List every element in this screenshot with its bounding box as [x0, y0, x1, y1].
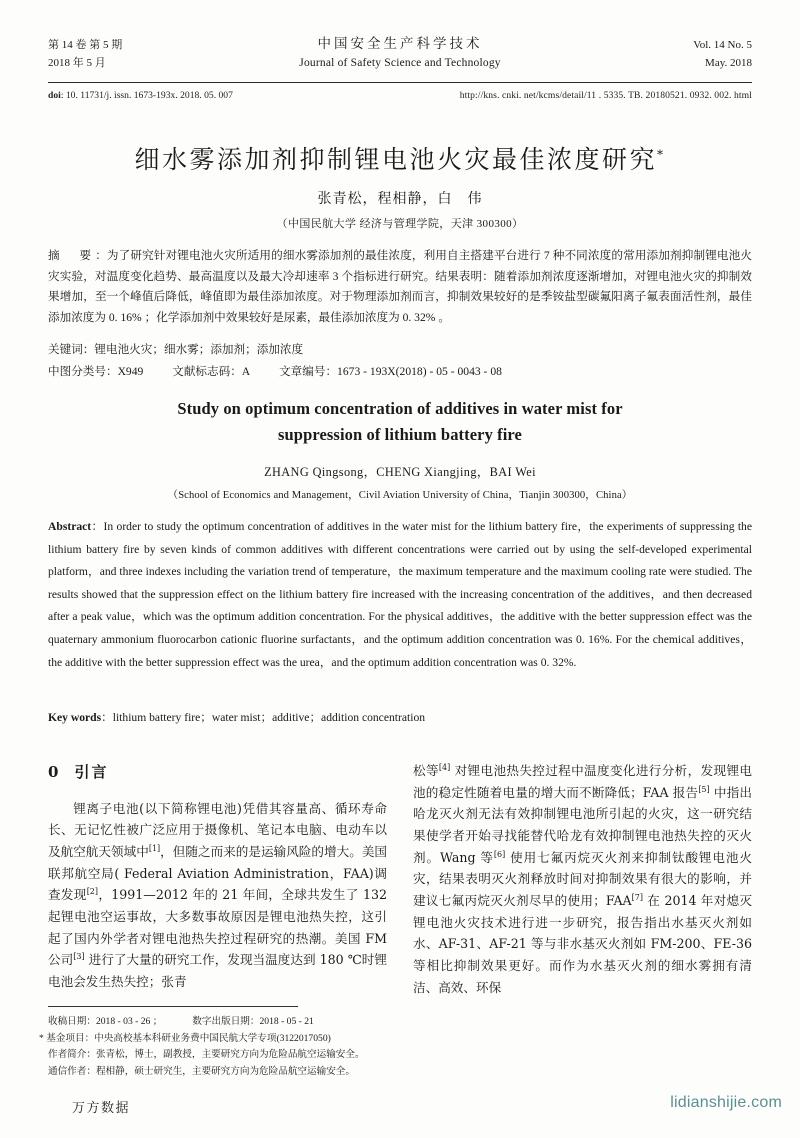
volume-issue-en: Vol. 14 No. 5 — [693, 39, 752, 51]
footnote-corresponding-author: 通信作者：程相静，硕士研究生，主要研究方向为危险品航空运输安全。 — [48, 1065, 355, 1077]
doi-value: : 10. 11731/j. issn. 1673-193x. 2018. 05. 007 — [60, 90, 233, 101]
page-title-cn — [0, 140, 800, 176]
cnki-url[interactable]: http://kns. cnki. net/kcms/detail/11 . 5335. TB. 20180521. 0932. 002. html — [459, 90, 752, 101]
header-divider — [48, 82, 752, 83]
page-title-en — [90, 396, 710, 447]
site-watermark: lidianshijie.com — [670, 1094, 782, 1111]
paragraph-left: 锂离子电池(以下简称锂电池)凭借其容量高、循环寿命长、无记忆性被广泛应用于摄像机、笔记本电脑、电动车以及航空航天领域中[1]，但随之而来的是运输风险的增大。美国联邦航空局( Federal Aviation Administration，FAA)调查发现[2]，1991—2012 年的 21 年间，全球共发生了 132 起锂电池空运事故，大多数事故原因是锂电池热失控，这引起了国内外学者对锂电池热失控过程研究的热潮。美国 FM 公司[3] 进行了大量的研究工作，发现当温度达到 180 ℃时锂电池会发生热失控；张青 — [48, 800, 388, 990]
authors-cn: 张青松，程相静，白 伟 — [317, 192, 483, 207]
identifier-line — [48, 90, 752, 101]
document-code: 文献标志码：A — [172, 365, 251, 378]
footnote-block — [39, 1014, 468, 1080]
article-number: 文章编号：1673 - 193X(2018) - 05 - 0043 - 08 — [279, 365, 502, 378]
affiliation-cn: （中国民航大学 经济与管理学院，天津 300300） — [276, 218, 524, 230]
abstract-en-text: ：In order to study the optimum concentration of additives in the water mist for the lithium battery fire，the experiments of suppressing the lithium battery fire by seven kinds of common additives with different concentrations were carried out by using the self-developed experimental platform，and three indexes including the variation trend of temperature，the maximum temperature and the maximum cooling rate were studied. The results showed that the suppression effect on the lithium battery fire increased with the increasing concentration of the additives，and then decreased after a peak value，which was the optimum addition concentration. For the physical additives，the additive with the better suppression effect was the quaternary ammonium fluorocarbon cationic fluorine surfactants，and the optimum addition concentration was 0. 16%. For the chemical additives，the additive with the better suppression effect was the urea，and the optimum addition concentration was 0. 32%. — [48, 520, 752, 669]
keywords-en-label: Key words — [48, 711, 102, 724]
published-date-value: ：2018 - 05 - 21 — [249, 1016, 314, 1027]
keywords-cn — [48, 340, 752, 361]
doi-text — [48, 90, 233, 101]
body-column-right — [413, 760, 752, 1000]
issue-date-cn: 2018 年 5 月 — [48, 56, 106, 69]
footnote-author-bio: 作者简介：张青松，博士，副教授，主要研究方向为危险品航空运输安全。 — [48, 1049, 365, 1060]
affiliation-en: （School of Economics and Management，Civil Aviation University of China，Tianjin 300300，China） — [167, 490, 633, 501]
title-en-line2: suppression of lithium battery fire — [278, 424, 522, 444]
received-date-label: 收稿日期 — [48, 1016, 87, 1027]
authors-en: ZHANG Qingsong，CHENG Xiangjing，BAI Wei — [264, 465, 536, 479]
journal-title-cn: 中国安全生产科学技术 — [317, 36, 483, 51]
footnote-divider — [48, 1006, 298, 1007]
fund-marker: * — [39, 1032, 44, 1044]
doi-label: doi — [48, 90, 61, 101]
keywords-cn-label: 关键词 — [48, 343, 83, 356]
abstract-cn — [48, 246, 752, 329]
abstract-en — [48, 516, 752, 674]
title-cn-text: 细水雾添加剂抑制锂电池火灾最佳浓度研究 — [134, 145, 657, 174]
fund-text: 基金项目：中央高校基本科研业务费中国民航大学专项(3122017050) — [46, 1032, 331, 1044]
published-date-label: 数字出版日期 — [192, 1016, 250, 1027]
footnote-fund — [39, 1031, 468, 1048]
journal-title-en: Journal of Safety Science and Technology — [299, 56, 501, 69]
footnote-dates — [48, 1014, 468, 1031]
abstract-en-label: Abstract — [48, 520, 92, 533]
keywords-en — [48, 707, 752, 729]
wanfang-data-mark: 万方数据 — [72, 1101, 131, 1116]
issue-date-en: May. 2018 — [705, 56, 752, 69]
body-columns — [48, 760, 752, 1000]
title-footnote-marker: * — [657, 147, 666, 162]
keywords-cn-text: ：锂电池火灾；细水雾；添加剂；添加浓度 — [82, 343, 304, 356]
running-head-row-1 — [48, 34, 752, 55]
section-number: 0 — [48, 763, 61, 781]
received-date-value: ：2018 - 03 - 26 ； — [86, 1016, 163, 1027]
body-column-left — [48, 760, 387, 1000]
abstract-cn-label: 摘 要 — [48, 249, 96, 262]
abstract-cn-text: ：为了研究针对锂电池火灾所适用的细水雾添加剂的最佳浓度，利用自主搭建平台进行 7 种不同浓度的常用添加剂抑制锂电池火灾实验，对温度变化趋势、最高温度以及最大冷却速率 3 个指标进行研究。结果表明：随着添加剂浓度逐渐增加，对锂电池火灾的抑制效果增加，至一个峰值后降低，峰值即为最佳添加浓度。对于物理添加剂而言，抑制效果较好的是季铵盐型碳氟阳离子氟表面活性剂，最佳添加浓度为 0. 16% ；化学添加剂中效果较好是尿素，最佳添加浓度为 0. 32% 。 — [48, 249, 752, 324]
paragraph-right: 松等[4] 对锂电池热失控过程中温度变化进行分析，发现锂电池的稳定性随着电量的增大而不断降低；FAA 报告[5] 中指出哈龙灭火剂无法有效抑制锂电池所引起的火灾，这一研究结果使学者开始寻找能替代哈龙有效抑制锂电池热失控的灭火剂。Wang 等[6] 使用七氟丙烷灭火剂来抑制钛酸锂电池火灾，结果表明灭火剂释放时间对抑制效果有很大的影响，并建议七氟丙烷灭火剂尽早的使用；FAA[7] 在 2014 年对熄灭锂电池火灾技术进行进一步研究，报告指出水基灭火剂如水、AF-31、AF-21 等与非水基灭火剂如 FM-200、FE-36 等相比抑制效果更好。而作为水基灭火剂的细水雾拥有清洁、高效、环保 — [413, 762, 753, 995]
keywords-en-text: ：lithium battery fire；water mist；additive；addition concentration — [101, 711, 426, 724]
classification-line-cn — [48, 362, 752, 383]
running-head — [48, 34, 752, 82]
title-en-line1: Study on optimum concentration of additives in water mist for — [177, 399, 623, 418]
section-title: 引言 — [74, 763, 109, 781]
running-head-row-2 — [48, 55, 752, 73]
clc-number: 中图分类号：X949 — [48, 365, 144, 378]
section-heading-introduction — [48, 760, 387, 786]
volume-issue-cn: 第 14 卷 第 5 期 — [48, 39, 123, 51]
